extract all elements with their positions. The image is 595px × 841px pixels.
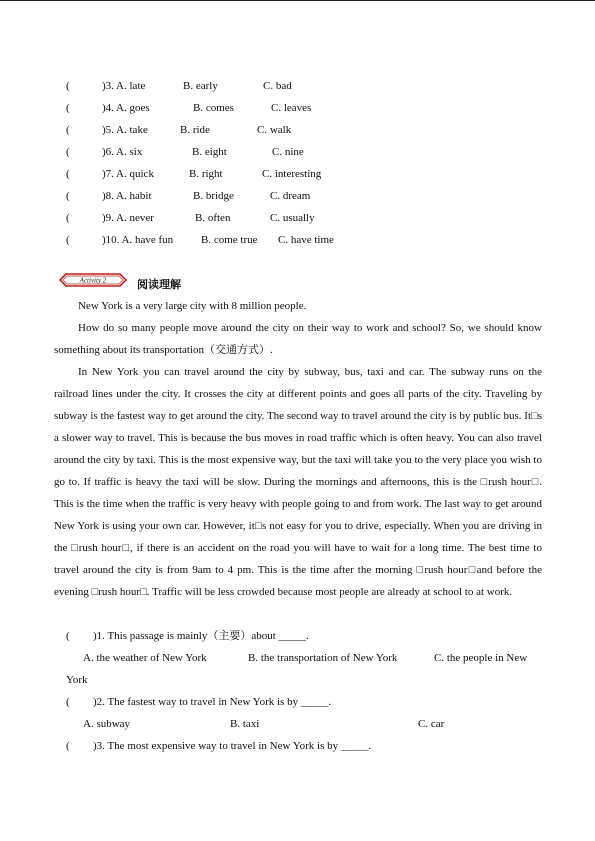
answer-paren: (	[66, 102, 70, 114]
choice-option-b: B. come true	[201, 234, 258, 246]
choice-option-c: C. bad	[263, 80, 292, 92]
answer-paren: (	[66, 234, 70, 246]
question-2-paren: (	[66, 696, 70, 708]
question-1-option-a: A. the weather of New York	[83, 652, 207, 664]
choice-option-c: C. leaves	[271, 102, 312, 114]
choice-option-a: )5. A. take	[102, 124, 148, 136]
choice-option-b: B. ride	[180, 124, 210, 136]
choice-option-c: C. interesting	[262, 168, 322, 180]
question-2: )2. The fastest way to travel in New York is by _____.	[93, 696, 332, 708]
question-1: )1. This passage is mainly（主要）about _____.	[93, 630, 309, 642]
choice-option-b: B. eight	[192, 146, 227, 158]
choice-option-b: B. bridge	[193, 190, 234, 202]
choice-option-a: )7. A. quick	[102, 168, 154, 180]
choice-option-a: )6. A. six	[102, 146, 143, 158]
choice-option-a: )10. A. have fun	[102, 234, 174, 246]
answer-paren: (	[66, 146, 70, 158]
choice-option-a: )8. A. habit	[102, 190, 152, 202]
choice-option-c: C. dream	[270, 190, 311, 202]
section-title: 阅读理解	[137, 278, 181, 291]
choice-option-c: C. nine	[272, 146, 304, 158]
passage-paragraph-3: In New York you can travel around the city by subway, bus, taxi and car. The subway runs on the railroad lines under the city. It crosses the city at different points and goes all parts of the city. Traveling by subway is the fastest way to get around the city. The second way to travel around the city is by public bus. It□s a slower way to travel. This is because the bus moves in road traffic which is often heavy. You can also travel around the city by taxi. This is the most expensive way, but the taxi will take you to the very place you wish to go to. If traffic is heavy the taxi will be slow. During the mornings and afternoons, this is the □rush hour□. This is the time when the traffic is very heavy with people going to and from work. The last way to get around New York is using your own car. However, it□s not easy for you to drive, especially. When you are driving in the □rush hour□, if there is an accident on the road you will have to wait for a long time. The best time to travel around the city is from 9am to 4 pm. This is the time after the morning □rush hour□and before the evening □rush hour□. Traffic will be less crowded because most people are already at school to at work.	[54, 366, 542, 598]
choice-option-b: B. often	[195, 212, 231, 224]
question-3-paren: (	[66, 740, 70, 752]
question-2-option-c: C. car	[418, 718, 445, 730]
passage-paragraph-1: New York is a very large city with 8 million people.	[78, 300, 307, 312]
choice-option-a: )4. A. goes	[102, 102, 150, 114]
choice-option-b: B. comes	[193, 102, 234, 114]
answer-paren: (	[66, 168, 70, 180]
passage-paragraph-2: How do so many people move around the city on their way to work and school? So, we should know something about its transportation（交通方式）.	[54, 322, 542, 356]
choice-option-a: )9. A. never	[102, 212, 154, 224]
question-1-option-c-cont: York	[66, 674, 88, 686]
question-1-option-c: C. the people in New	[434, 652, 528, 664]
question-2-option-b: B. taxi	[230, 718, 260, 730]
question-3: )3. The most expensive way to travel in New York is by _____.	[93, 740, 372, 752]
answer-paren: (	[66, 212, 70, 224]
header-rule	[0, 0, 595, 1]
answer-paren: (	[66, 80, 70, 92]
activity-badge-label: Activity 2	[79, 276, 107, 285]
choice-option-b: B. early	[183, 80, 218, 92]
choice-option-c: C. walk	[257, 124, 292, 136]
answer-paren: (	[66, 124, 70, 136]
question-1-paren: (	[66, 630, 70, 642]
question-2-option-a: A. subway	[83, 718, 131, 730]
question-1-option-b: B. the transportation of New York	[248, 652, 398, 664]
choice-option-b: B. right	[189, 168, 223, 180]
choice-option-c: C. have time	[278, 234, 334, 246]
answer-paren: (	[66, 190, 70, 202]
choice-option-c: C. usually	[270, 212, 315, 224]
activity-badge-icon	[58, 272, 128, 288]
choice-option-a: )3. A. late	[102, 80, 146, 92]
